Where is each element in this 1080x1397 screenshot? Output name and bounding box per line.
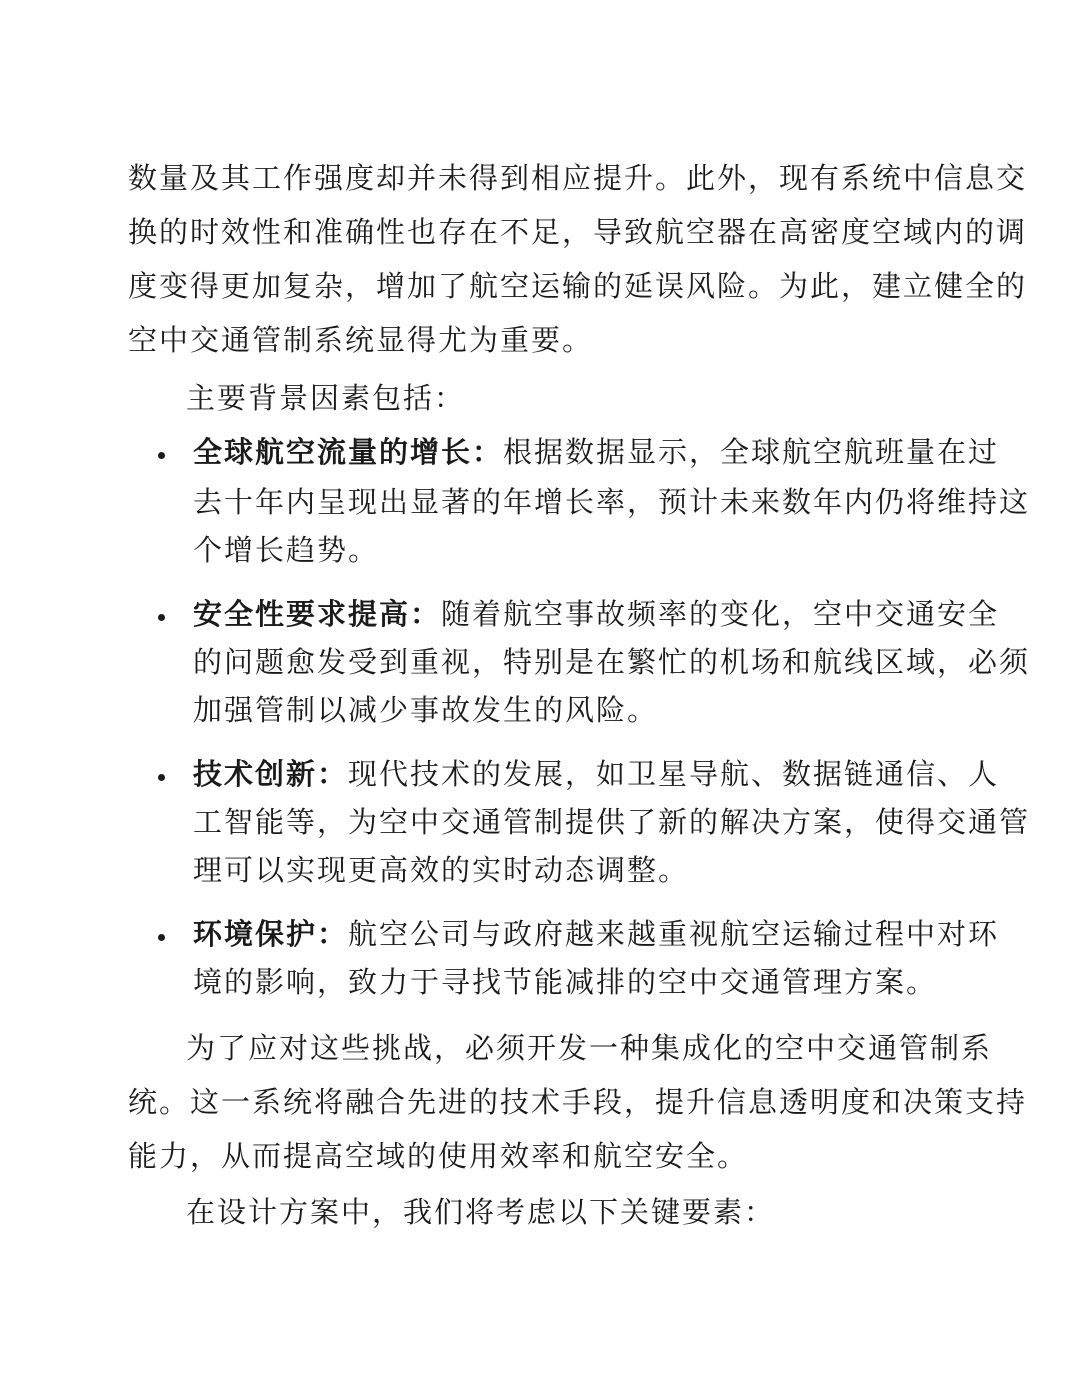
bullet-1-line-1: [193, 432, 999, 472]
bullet-dot-2: [158, 614, 165, 621]
bullet-dot-4: [158, 934, 165, 941]
conclusion-line-2: 统。这一系统将融合先进的技术手段，提升信息透明度和决策支持: [128, 1085, 1028, 1119]
intro-line-2: 换的时效性和准确性也存在不足，导致航空器在高密度空域内的调: [128, 215, 1028, 249]
bullet-1-text: 根据数据显示，全球航空航班量在过: [503, 435, 1000, 469]
bullet-3-line-2: 工智能等，为空中交通管制提供了新的解决方案，使得交通管: [193, 805, 1031, 839]
bullet-2-lead: 安全性要求提高：: [193, 597, 442, 631]
conclusion-line-3: 能力，从而提高空域的使用效率和航空安全。: [128, 1139, 749, 1173]
bullet-dot-1: [158, 452, 165, 459]
bullet-2-line-3: 加强管制以减少事故发生的风险。: [193, 693, 659, 727]
bullet-2-line-2: 的问题愈发受到重视，特别是在繁忙的机场和航线区域，必须: [193, 645, 1031, 679]
conclusion-line-1: 为了应对这些挑战，必须开发一种集成化的空中交通管制系: [186, 1031, 993, 1065]
design-heading: 在设计方案中，我们将考虑以下关键要素：: [186, 1195, 776, 1229]
bullet-3-line-1: [193, 754, 999, 794]
bullet-2-text: 随着航空事故频率的变化，空中交通安全: [441, 597, 1000, 631]
bullet-4-lead: 环境保护：: [193, 917, 349, 951]
bullet-1-line-3: 个增长趋势。: [193, 533, 380, 567]
intro-line-1: 数量及其工作强度却并未得到相应提升。此外，现有系统中信息交: [128, 161, 1028, 195]
bullet-dot-3: [158, 774, 165, 781]
intro-line-3: 度变得更加复杂，增加了航空运输的延误风险。为此，建立健全的: [128, 269, 1028, 303]
bullet-2-line-1: [193, 594, 999, 634]
bullet-1-lead: 全球航空流量的增长：: [193, 435, 504, 469]
bullet-4-line-1: [193, 914, 999, 954]
bullet-4-text: 航空公司与政府越来越重视航空运输过程中对环: [348, 917, 1000, 951]
factors-heading: 主要背景因素包括：: [186, 381, 466, 415]
intro-line-4: 空中交通管制系统显得尤为重要。: [128, 323, 594, 357]
bullet-3-text: 现代技术的发展，如卫星导航、数据链通信、人: [348, 757, 1000, 791]
bullet-4-line-2: 境的影响，致力于寻找节能减排的空中交通管理方案。: [193, 965, 938, 999]
bullet-3-line-3: 理可以实现更高效的实时动态调整。: [193, 853, 690, 887]
bullet-1-line-2: 去十年内呈现出显著的年增长率，预计未来数年内仍将维持这: [193, 485, 1031, 519]
bullet-3-lead: 技术创新：: [193, 757, 349, 791]
